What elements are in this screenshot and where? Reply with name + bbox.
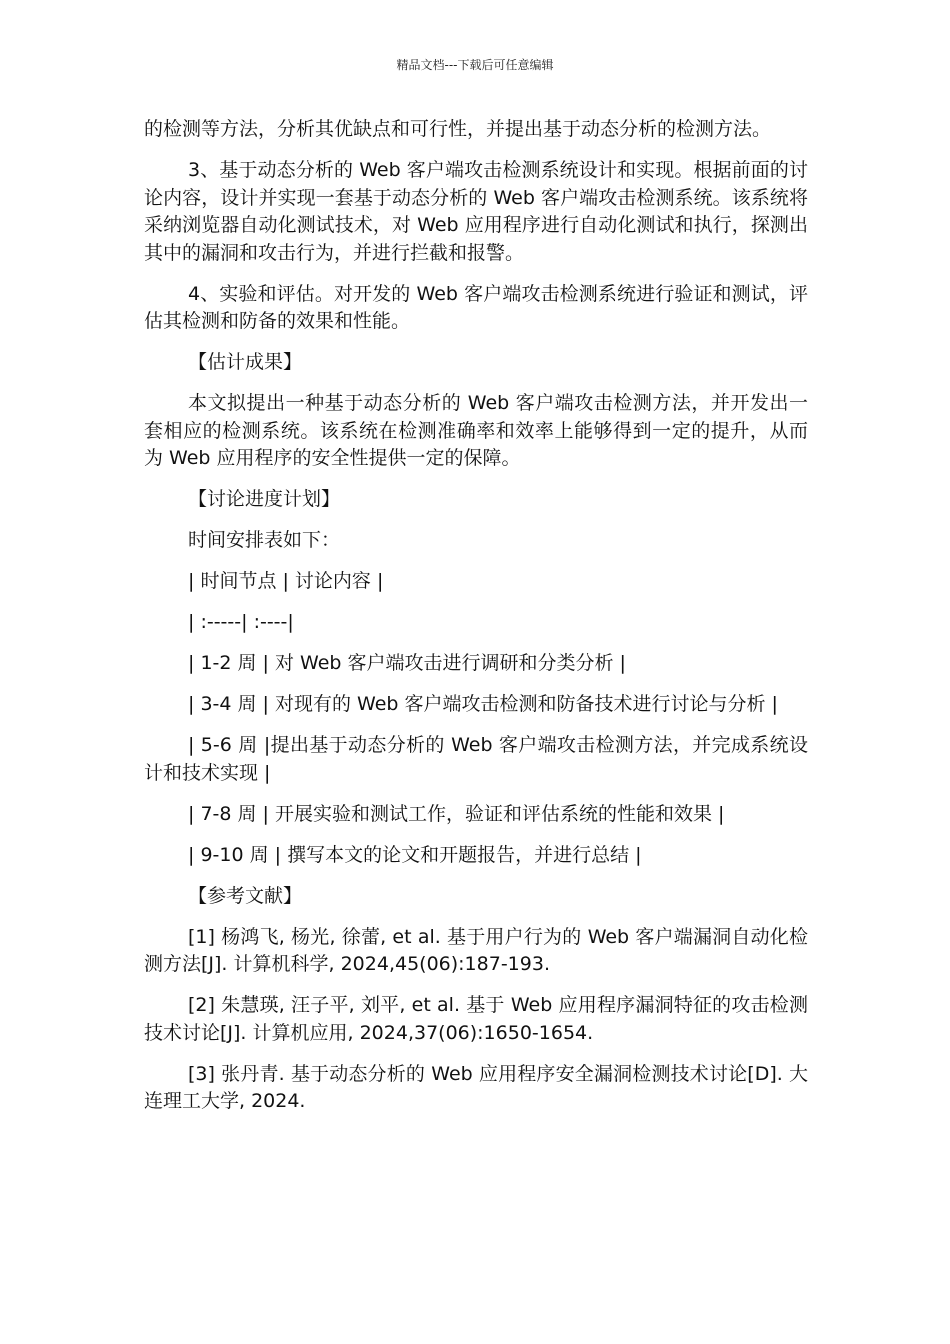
schedule-row: | 3-4 周 | 对现有的 Web 客户端攻击检测和防备技术进行讨论与分析 | [188,693,778,715]
reference-item: [3] 张丹青. 基于动态分析的 Web 应用程序安全漏洞检测技术讨论[D]. 大连理工大学, 2024. [144,1062,808,1112]
reference-item: [2] 朱慧瑛, 汪子平, 刘平, et al. 基于 Web 应用程序漏洞特征的攻击检测技术讨论[J]. 计算机应用, 2024,37(06):1650-1654. [144,994,808,1044]
schedule-row: | 9-10 周 | 撰写本文的论文和开题报告，并进行总结 | [188,843,642,866]
section-heading-schedule: 【讨论进度计划】 [188,488,341,510]
schedule-table-separator: | :-----| :----| [188,611,294,633]
reference-item: [1] 杨鸿飞, 杨光, 徐蕾, et al. 基于用户行为的 Web 客户端漏洞自动化检测方法[J]. 计算机科学, 2024,45(06):187-193. [144,925,808,975]
document-body [144,116,808,1129]
schedule-row: | 1-2 周 | 对 Web 客户端攻击进行调研和分类分析 | [188,652,626,674]
page-header: 精品文档---下载后可任意编辑 [396,58,554,72]
section-heading-references: 【参考文献】 [188,884,303,907]
paragraph-methods-continued: 的检测等方法，分析其优缺点和可行性，并提出基于动态分析的检测方法。 [144,118,772,140]
schedule-row: | 5-6 周 |提出基于动态分析的 Web 客户端攻击检测方法，并完成系统设计和技术实现 | [144,734,808,784]
paragraph-schedule-intro: 时间安排表如下： [188,529,341,551]
paragraph-expected-results: 本文拟提出一种基于动态分析的 Web 客户端攻击检测方法，并开发出一套相应的检测系统。该系统在检测准确率和效率上能够得到一定的提升，从而为 Web 应用程序的安全性提供一定的保障。 [144,392,808,469]
schedule-row: | 7-8 周 | 开展实验和测试工作，验证和评估系统的性能和效果 | [188,802,725,825]
paragraph-experiment: 4、实验和评估。对开发的 Web 客户端攻击检测系统进行验证和测试，评估其检测和防备的效果和性能。 [144,282,808,332]
paragraph-system-design: 3、基于动态分析的 Web 客户端攻击检测系统设计和实现。根据前面的讨论内容，设计并实现一套基于动态分析的 Web 客户端攻击检测系统。该系统将采纳浏览器自动化测试技术，对 Web 应用程序进行自动化测试和执行，探测出其中的漏洞和攻击行为，并进行拦截和报警。 [144,159,808,264]
schedule-table-header: | 时间节点 | 讨论内容 | [188,570,384,592]
section-heading-expected-results: 【估计成果】 [188,351,303,373]
